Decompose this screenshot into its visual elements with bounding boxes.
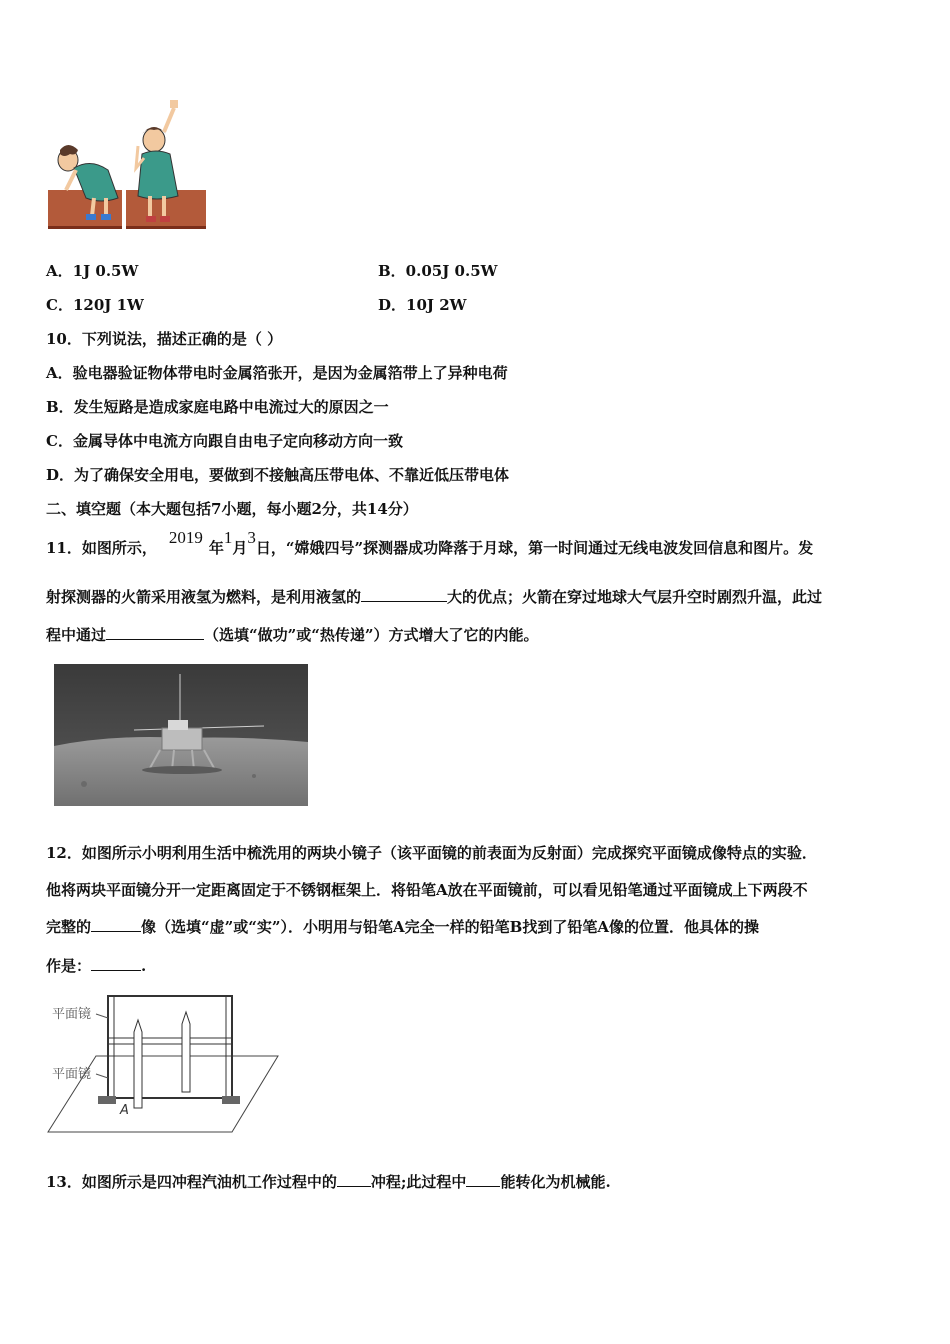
q12-blank-1[interactable] [91, 917, 141, 932]
q10-option-b: B．发生短路是造成家庭电路中电流过大的原因之一 [46, 398, 389, 416]
q13-blank-2[interactable] [466, 1172, 500, 1187]
q10-option-c: C．金属导体中电流方向跟自由电子定向移动方向一致 [46, 432, 403, 450]
q12-line-1: 12．如图所示小明利用生活中梳洗用的两块小镜子（该平面镜的前表面为反射面）完成探究平面镜成像特点的实验． [46, 844, 817, 862]
q11-line-1 [46, 528, 814, 558]
q9-option-a: A．1J 0.5W [46, 262, 139, 280]
q11-line-3 [46, 625, 539, 645]
q13-part-a: 13．如图所示是四冲程汽油机工作过程中的 [46, 1173, 337, 1191]
q10-option-d: D．为了确保安全用电，要做到不接触高压带电体、不靠近低压带电体 [46, 466, 510, 484]
q11-line-3b: （选填“做功”或“热传递”）方式增大了它的内能。 [204, 626, 539, 644]
section-heading: 二、填空题（本大题包括7小题，每小题2分，共14分） [46, 500, 418, 518]
pencil-a-label: A [120, 1103, 129, 1118]
moon-lander-photo [54, 664, 308, 806]
q9-option-d: D．10J 2W [378, 296, 467, 314]
q12-line-4 [46, 956, 146, 976]
q10-option-a: A．验电器验证物体带电时金属箔张开，是因为金属箔带上了异种电荷 [46, 364, 508, 382]
q9-option-b: B．0.05J 0.5W [378, 262, 498, 280]
mirror-label-bottom: 平面镜 [52, 1067, 92, 1082]
mirror-frame-figure [46, 992, 282, 1134]
q11-blank-2[interactable] [106, 625, 204, 640]
q11-month-char: 月 [232, 539, 248, 557]
q11-line-3a: 程中通过 [46, 626, 107, 644]
q13-blank-1[interactable] [337, 1172, 371, 1187]
q13-part-b: 冲程;此过程中 [370, 1173, 467, 1191]
q12-blank-2[interactable] [91, 956, 141, 971]
q11-line-2 [46, 587, 822, 607]
q12-line-2: 他将两块平面镜分开一定距离固定于不锈钢框架上．将铅笔A放在平面镜前，可以看见铅笔通过平面镜成上下两段不 [46, 881, 808, 899]
q11-year: 2019 [168, 528, 203, 547]
q13-line [46, 1172, 611, 1192]
q12-line-4a: 作是： [46, 957, 92, 975]
q10-stem: 10．下列说法，描述正确的是（ ） [46, 330, 283, 348]
q11-line-2a: 射探测器的火箭采用液氢为燃料，是利用液氢的 [46, 588, 362, 606]
girls-figure [46, 98, 208, 230]
q11-year-char: 年 [208, 539, 224, 557]
q12-line-3a: 完整的 [46, 918, 92, 936]
q12-line-3b: 像（选填“虚”或“实”）．小明用与铅笔A完全一样的铅笔B找到了铅笔A像的位置．他具体的操 [141, 918, 759, 936]
q11-blank-1[interactable] [361, 587, 447, 602]
q12-line-4b: . [141, 957, 147, 975]
q11-rest: 日，“嫦娥四号”探测器成功降落于月球，第一时间通过无线电波发回信息和图片。发 [255, 539, 814, 557]
q11-line-2b: 大的优点；火箭在穿过地球大气层升空时剧烈升温，此过 [447, 588, 823, 606]
q11-month: 1 [223, 528, 233, 547]
mirror-label-top: 平面镜 [52, 1007, 92, 1022]
q11-prefix: 11．如图所示， [46, 539, 157, 557]
q11-day: 3 [247, 528, 256, 547]
q13-part-c: 能转化为机械能. [500, 1173, 611, 1191]
q9-option-c: C．120J 1W [46, 296, 144, 314]
q12-line-3 [46, 917, 759, 937]
